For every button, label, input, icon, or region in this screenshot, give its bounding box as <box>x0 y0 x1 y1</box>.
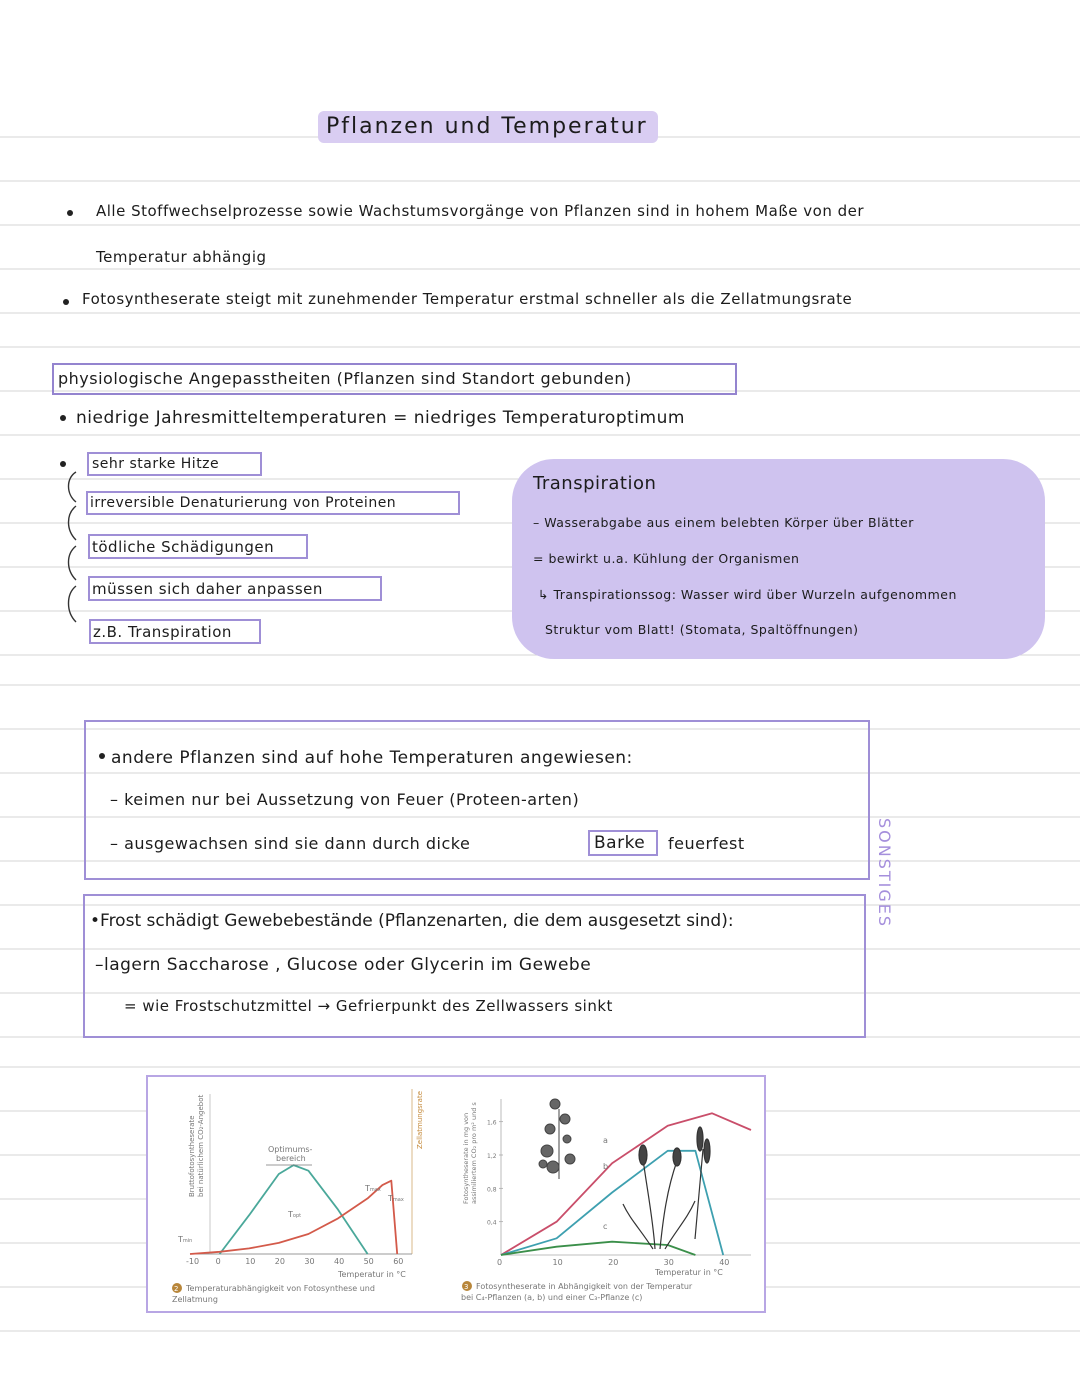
series-line-1 <box>220 1165 368 1254</box>
fig2-tmin: Tmin <box>178 1235 193 1244</box>
frost-line-3: = wie Frostschutzmittel → Gefrierpunkt des Zellwassers sinkt <box>124 997 613 1015</box>
fig2-optimum-1: Optimums- <box>268 1145 313 1154</box>
y-tick-label: 0,8 <box>487 1186 497 1194</box>
intro-line-2: Temperatur abhängig <box>96 248 267 266</box>
fire-line-3c: feuerfest <box>668 834 745 853</box>
fig3-label-c: c <box>603 1222 608 1231</box>
fig3-caption-num: 3 <box>464 1283 469 1291</box>
chain-text-3: tödliche Schädigungen <box>92 538 275 556</box>
transpiration-line-4: Struktur vom Blatt! (Stomata, Spaltöffnungen) <box>545 622 859 637</box>
physio-heading: physiologische Angepasstheiten (Pflanzen sind Standort gebunden) <box>58 369 632 388</box>
y-tick-label: 1,6 <box>487 1119 497 1127</box>
bullet <box>67 210 73 216</box>
x-tick-label: 20 <box>608 1258 619 1267</box>
x-tick-label: 40 <box>334 1257 345 1266</box>
chain-text-5: z.B. Transpiration <box>93 623 232 641</box>
fig2-tmax-2: Tmax <box>388 1194 404 1203</box>
fig3-plot <box>487 1113 751 1267</box>
fig3-caption-1: Fotosyntheserate in Abhängigkeit von der Temperatur <box>476 1282 693 1291</box>
fig2-caption-2: Zellatmung <box>172 1295 218 1304</box>
frost-line-1: •Frost schädigt Gewebebestände (Pflanzenarten, die dem ausgesetzt sind): <box>90 911 734 931</box>
fig2-ylabel-right: Zellatmungsrate <box>416 1090 424 1149</box>
intro-line-3: Fotosyntheserate steigt mit zunehmender Temperatur erstmal schneller als die Zellatmungsrate <box>82 290 853 308</box>
transpiration-line-2: = bewirkt u.a. Kühlung der Organismen <box>533 551 800 566</box>
bullet <box>63 299 69 305</box>
fig2-topt: Topt <box>288 1210 302 1219</box>
y-tick-label: 1,2 <box>487 1153 497 1160</box>
fire-line-3b: Barke <box>594 833 646 853</box>
x-tick-label: 0 <box>497 1258 503 1267</box>
fire-line-3a: – ausgewachsen sind sie dann durch dicke <box>110 834 471 853</box>
transpiration-title: Transpiration <box>533 473 657 494</box>
fig3-ylabel-2: assimiliertem CO₂ pro m² und s <box>470 1102 478 1204</box>
fig2-xlabel: Temperatur in °C <box>338 1270 406 1279</box>
sidebar-label: SONSTIGES <box>875 818 894 929</box>
x-tick-label: 30 <box>663 1258 674 1267</box>
intro-line-1: Alle Stoffwechselprozesse sowie Wachstumsvorgänge von Pflanzen sind in hohem Maße von der <box>96 202 865 220</box>
plant-c3-drawing <box>539 1099 575 1179</box>
x-tick-label: 20 <box>274 1257 285 1266</box>
y-tick-label: 0,4 <box>487 1219 497 1227</box>
bullet <box>60 415 66 421</box>
x-tick-label: 10 <box>552 1258 563 1267</box>
figure-3-chart <box>455 1079 761 1309</box>
figure-2-chart <box>150 1079 440 1309</box>
x-tick-label: -10 <box>186 1257 200 1266</box>
fig3-xlabel: Temperatur in °C <box>655 1268 723 1277</box>
chain-text-1: sehr starke Hitze <box>92 456 220 472</box>
chain-text-4: müssen sich daher anpassen <box>92 580 323 598</box>
frost-line-2: –lagern Saccharose , Glucose oder Glycerin im Gewebe <box>95 955 592 975</box>
chain-arrows <box>62 468 88 643</box>
chain-text-2: irreversible Denaturierung von Proteinen <box>90 495 397 511</box>
x-tick-label: 30 <box>304 1257 315 1266</box>
fig2-caption-num: 2 <box>174 1285 179 1293</box>
transpiration-line-1: – Wasserabgabe aus einem belebten Körper über Blätter <box>533 515 914 530</box>
fire-line-2: – keimen nur bei Aussetzung von Feuer (Proteen-arten) <box>110 790 580 809</box>
low-temp-line: niedrige Jahresmitteltemperaturen = niedriges Temperaturoptimum <box>76 408 685 428</box>
fire-line-1: andere Pflanzen sind auf hohe Temperaturen angewiesen: <box>111 748 633 768</box>
fig3-label-b: b <box>603 1162 609 1171</box>
page-title: Pflanzen und Temperatur <box>326 114 648 139</box>
transpiration-line-3: ↳ Transpirationssog: Wasser wird über Wurzeln aufgenommen <box>538 587 957 602</box>
fig3-caption-2: bei C₄-Pflanzen (a, b) und einer C₃-Pflanze (c) <box>461 1293 643 1302</box>
fig2-ylabel-1: Bruttofotosyntheserate <box>188 1115 196 1197</box>
series-line-a <box>501 1113 751 1255</box>
x-tick-label: 50 <box>363 1257 374 1266</box>
series-line-b <box>501 1151 723 1255</box>
bullet <box>60 461 66 467</box>
fig2-optimum-2: bereich <box>276 1154 306 1163</box>
x-tick-label: 10 <box>245 1257 256 1266</box>
series-line-c <box>501 1242 695 1255</box>
fig2-caption-1: Temperaturabhängigkeit von Fotosynthese und <box>186 1284 375 1293</box>
x-tick-label: 40 <box>719 1258 730 1267</box>
x-tick-label: 60 <box>393 1257 404 1266</box>
bullet <box>99 753 105 759</box>
x-tick-label: 0 <box>215 1257 221 1266</box>
plant-c4-drawing <box>623 1127 710 1249</box>
fig3-ylabel-1: Fotosyntheserate in mg von <box>462 1112 470 1204</box>
fig2-ylabel-2: bei natürlichem CO₂-Angebot <box>197 1094 205 1197</box>
fig2-tmax-1: Tmax <box>365 1184 381 1193</box>
fig3-label-a: a <box>603 1136 608 1145</box>
